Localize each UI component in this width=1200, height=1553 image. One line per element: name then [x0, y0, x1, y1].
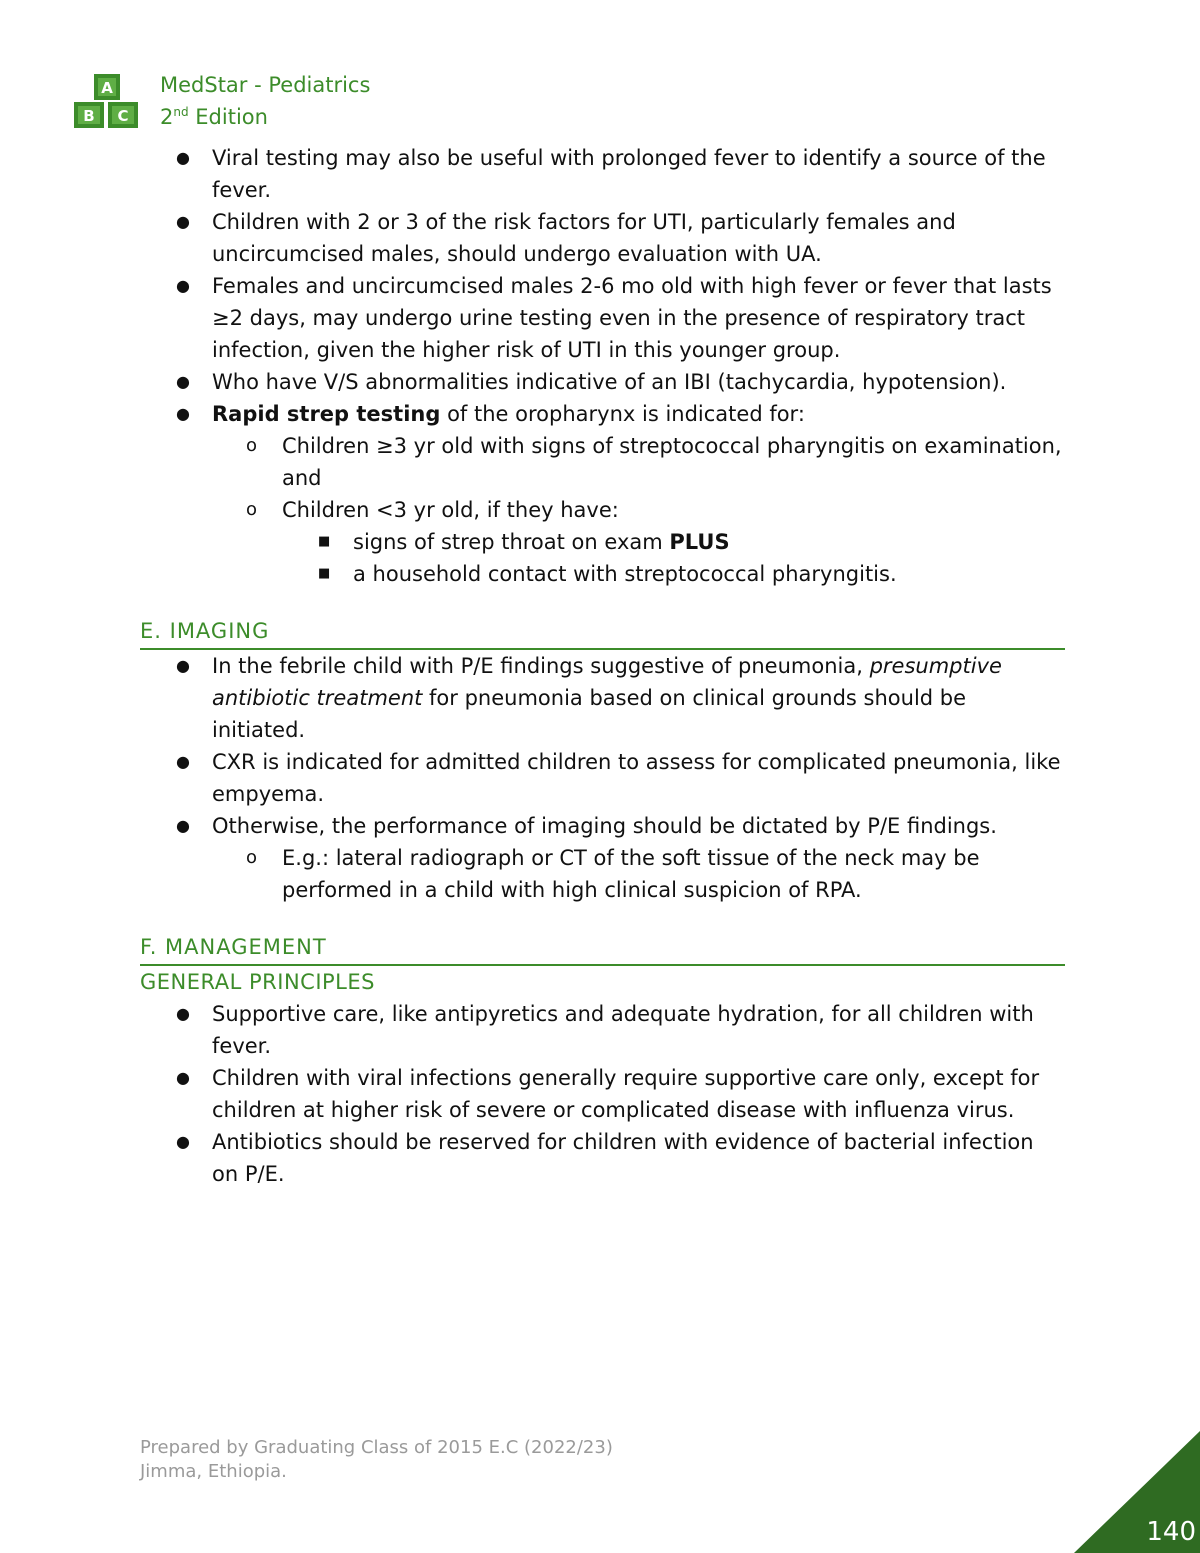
- page-number: 140: [1146, 1517, 1196, 1547]
- abc-blocks-logo: [72, 72, 142, 130]
- svg-text:B: B: [83, 107, 95, 125]
- list-item: ● Children with viral infections generally require supportive care only, except for children at higher risk of severe or complicated disease with influenza virus.: [140, 1062, 1065, 1126]
- bullet-icon: ●: [176, 276, 190, 295]
- footer-location: Jimma, Ethiopia.: [140, 1461, 287, 1482]
- sub-bullet-list: [212, 842, 1065, 906]
- list-item: ● Females and uncircumcised males 2-6 mo old with high fever or fever that lasts ≥2 days, may undergo urine testing even in the presence of respiratory tract infection, given the higher risk of UTI in this younger group.: [140, 270, 1065, 366]
- list-item: ● CXR is indicated for admitted children to assess for complicated pneumonia, like empyema.: [140, 746, 1065, 810]
- page-footer: [140, 1436, 613, 1484]
- sub-sub-list-item: ■ signs of strep throat on exam PLUS: [140, 526, 1065, 558]
- sub-list-item: o Children ≥3 yr old with signs of streptococcal pharyngitis on examination, and: [140, 430, 1065, 494]
- management-bullet-list: [140, 998, 1065, 1190]
- sub-sub-bullet-list: [282, 526, 1065, 590]
- bullet-icon: ●: [176, 404, 190, 423]
- list-item: ● In the febrile child with P/E findings suggestive of pneumonia, presumptive antibiotic treatment for pneumonia based on clinical grounds should be initiated.: [140, 650, 1065, 746]
- list-item: ● Otherwise, the performance of imaging should be dictated by P/E findings. o E.g.: lateral radiograph or CT of the soft tissue of the neck may be performed in a child with high clinical suspicion of RPA.: [140, 810, 1065, 906]
- square-bullet-icon: ■: [318, 566, 331, 581]
- list-item: ● Who have V/S abnormalities indicative of an IBI (tachycardia, hypotension).: [140, 366, 1065, 398]
- list-item: ● Viral testing may also be useful with prolonged fever to identify a source of the fever.: [140, 142, 1065, 206]
- circle-bullet-icon: o: [246, 847, 258, 868]
- intro-bullet-list: [140, 142, 1065, 590]
- circle-bullet-icon: o: [246, 435, 258, 456]
- sub-bullet-list: [212, 430, 1065, 590]
- list-item: ● Antibiotics should be reserved for children with evidence of bacterial infection on P/E.: [140, 1126, 1065, 1190]
- circle-bullet-icon: o: [246, 499, 258, 520]
- svg-text:C: C: [117, 107, 129, 125]
- footer-credit: Prepared by Graduating Class of 2015 E.C (2022/23): [140, 1437, 613, 1458]
- bullet-icon: ●: [176, 212, 190, 231]
- bullet-icon: ●: [176, 816, 190, 835]
- bullet-icon: ●: [176, 1132, 190, 1151]
- imaging-heading: E. IMAGING: [140, 616, 1065, 650]
- sub-list-item: o Children <3 yr old, if they have: ■ signs of strep throat on exam PLUS ■ a household contact with streptococcal pharyngitis.: [140, 494, 1065, 590]
- bullet-icon: ●: [176, 148, 190, 167]
- bullet-icon: ●: [176, 656, 190, 675]
- page-content: [140, 142, 1065, 1190]
- list-item: ● Children with 2 or 3 of the risk factors for UTI, particularly females and uncircumcised males, should undergo evaluation with UA.: [140, 206, 1065, 270]
- svg-text:A: A: [101, 79, 113, 97]
- document-header: [160, 72, 370, 131]
- sub-sub-list-item: ■ a household contact with streptococcal pharyngitis.: [140, 558, 1065, 590]
- bullet-icon: ●: [176, 752, 190, 771]
- document-title: MedStar - Pediatrics: [160, 73, 371, 97]
- management-heading: F. MANAGEMENT: [140, 932, 1065, 966]
- list-item: ● Supportive care, like antipyretics and adequate hydration, for all children with fever.: [140, 998, 1065, 1062]
- square-bullet-icon: ■: [318, 534, 331, 549]
- sub-list-item: o E.g.: lateral radiograph or CT of the soft tissue of the neck may be performed in a child with high clinical suspicion of RPA.: [140, 842, 1065, 906]
- imaging-bullet-list: [140, 650, 1065, 906]
- bullet-icon: ●: [176, 1004, 190, 1023]
- list-item: ● Rapid strep testing of the oropharynx is indicated for: o Children ≥3 yr old with signs of streptococcal pharyngitis on examination, and o Children <3 yr old, if they have: ■ signs of strep throat on exam PLUS ■ a household contact with streptococcal pharyngitis.: [140, 398, 1065, 590]
- general-principles-heading: GENERAL PRINCIPLES: [140, 970, 375, 994]
- bullet-icon: ●: [176, 372, 190, 391]
- edition-label: 2nd Edition: [160, 105, 268, 129]
- bullet-icon: ●: [176, 1068, 190, 1087]
